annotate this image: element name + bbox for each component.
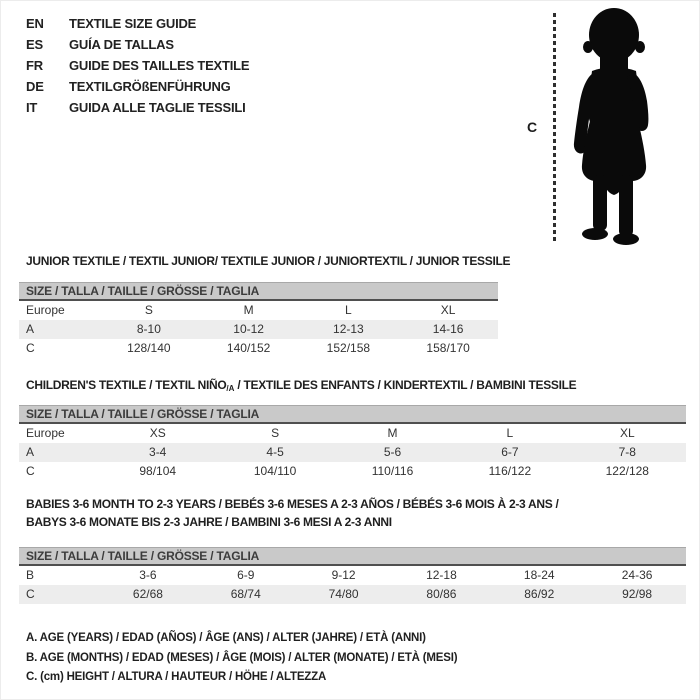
row-label: Europe bbox=[26, 303, 65, 317]
babies-size-table bbox=[19, 547, 686, 604]
height-cell: 110/116 bbox=[371, 464, 414, 478]
language-title: GUIDE DES TAILLES TEXTILE bbox=[69, 58, 250, 73]
language-code: DE bbox=[26, 79, 44, 94]
size-cell: L bbox=[345, 303, 352, 317]
section-title-junior: JUNIOR TEXTILE / TEXTIL JUNIOR/ TEXTILE JUNIOR / JUNIORTEXTIL / JUNIOR TESSILE bbox=[26, 254, 511, 268]
age-cell: 12-18 bbox=[426, 568, 457, 582]
height-measure-label: C bbox=[527, 119, 538, 135]
language-code: IT bbox=[26, 100, 38, 115]
table-row bbox=[19, 301, 498, 320]
language-code: FR bbox=[26, 58, 43, 73]
row-label: Europe bbox=[26, 426, 65, 440]
age-cell: 3-4 bbox=[149, 445, 167, 459]
age-cell: 6-7 bbox=[501, 445, 519, 459]
height-cell: 80/86 bbox=[426, 587, 457, 601]
section-title-text: / TEXTILE DES ENFANTS / KINDERTEXTIL / BAMBINI TESSILE bbox=[234, 378, 577, 392]
height-cell: 140/152 bbox=[226, 341, 271, 355]
language-code: EN bbox=[26, 16, 44, 31]
section-title-line: BABIES 3-6 MONTH TO 2-3 YEARS / BEBÉS 3-6 MESES A 2-3 AÑOS / BÉBÉS 3-6 MOIS À 2-3 ANS / bbox=[26, 497, 559, 511]
age-cell: 12-13 bbox=[333, 322, 364, 336]
footnotes bbox=[26, 629, 457, 688]
age-cell: 14-16 bbox=[432, 322, 464, 336]
row-label: B bbox=[26, 568, 35, 582]
language-list bbox=[26, 13, 249, 118]
row-label: C bbox=[26, 341, 35, 355]
language-title: TEXTILGRÖßENFÜHRUNG bbox=[69, 79, 231, 94]
age-cell: 4-5 bbox=[266, 445, 284, 459]
age-cell: 10-12 bbox=[233, 322, 264, 336]
language-title: TEXTILE SIZE GUIDE bbox=[69, 16, 197, 31]
height-cell: 74/80 bbox=[328, 587, 359, 601]
language-title: GUIDA ALLE TAGLIE TESSILI bbox=[69, 100, 246, 115]
age-cell: 8-10 bbox=[136, 322, 161, 336]
age-cell: 18-24 bbox=[523, 568, 555, 582]
table-row bbox=[19, 339, 498, 358]
section-title-subscript: /A bbox=[226, 384, 235, 393]
age-cell: 3-6 bbox=[139, 568, 157, 582]
age-cell: 5-6 bbox=[383, 445, 402, 459]
size-cell: XS bbox=[149, 426, 166, 440]
size-cell: XL bbox=[619, 426, 635, 440]
size-header-bar: SIZE / TALLA / TAILLE / GRÖSSE / TAGLIA bbox=[19, 282, 498, 301]
language-title: GUÍA DE TALLAS bbox=[69, 37, 174, 52]
row-label: C bbox=[26, 464, 35, 478]
height-cell: 68/74 bbox=[230, 587, 261, 601]
age-cell: 9-12 bbox=[331, 568, 356, 582]
height-cell: 152/158 bbox=[326, 341, 371, 355]
age-cell: 6-9 bbox=[237, 568, 255, 582]
age-cell: 24-36 bbox=[621, 568, 653, 582]
size-cell: M bbox=[387, 426, 398, 440]
children-size-table bbox=[19, 405, 686, 481]
height-cell: 92/98 bbox=[622, 587, 653, 601]
size-cell: S bbox=[144, 303, 153, 317]
junior-size-table bbox=[19, 282, 498, 358]
table-row bbox=[19, 443, 686, 462]
height-cell: 86/92 bbox=[524, 587, 555, 601]
footnote-a: A. AGE (YEARS) / EDAD (AÑOS) / ÂGE (ANS) / ALTER (JAHRE) / ETÀ (ANNI) bbox=[26, 632, 426, 644]
table-row bbox=[19, 566, 686, 585]
size-cell: XL bbox=[440, 303, 456, 317]
size-header-bar: SIZE / TALLA / TAILLE / GRÖSSE / TAGLIA bbox=[19, 405, 686, 424]
height-cell: 104/110 bbox=[253, 464, 297, 478]
section-title-babies bbox=[26, 495, 558, 531]
table-row bbox=[19, 424, 686, 443]
footnote-b: B. AGE (MONTHS) / EDAD (MESES) / ÂGE (MOIS) / ALTER (MONATE) / ETÀ (MESI) bbox=[26, 651, 458, 664]
section-title-children bbox=[26, 376, 576, 398]
section-title-text: CHILDREN'S TEXTILE / TEXTIL NIÑO bbox=[26, 378, 227, 392]
table-row bbox=[19, 462, 686, 481]
size-cell: L bbox=[506, 426, 514, 440]
size-cell: S bbox=[271, 426, 280, 440]
table-row bbox=[19, 320, 498, 339]
height-cell: 122/128 bbox=[605, 464, 649, 478]
height-cell: 116/122 bbox=[488, 464, 532, 478]
row-label: C bbox=[26, 587, 35, 601]
height-dashed-line bbox=[553, 13, 556, 243]
table-row bbox=[19, 585, 686, 604]
size-cell: M bbox=[243, 303, 254, 317]
height-cell: 128/140 bbox=[127, 341, 171, 355]
row-label: A bbox=[26, 322, 35, 336]
height-cell: 98/104 bbox=[139, 464, 177, 478]
size-header-bar: SIZE / TALLA / TAILLE / GRÖSSE / TAGLIA bbox=[19, 547, 686, 566]
row-label: A bbox=[26, 445, 35, 459]
language-code: ES bbox=[26, 37, 43, 52]
section-title-line: BABYS 3-6 MONATE BIS 2-3 JAHRE / BAMBINI 3-6 MESI A 2-3 ANNI bbox=[26, 515, 392, 529]
footnote-c: C. (cm) HEIGHT / ALTURA / HAUTEUR / HÖHE / ALTEZZA bbox=[26, 671, 327, 683]
height-cell: 62/68 bbox=[132, 587, 163, 601]
age-cell: 7-8 bbox=[618, 445, 636, 459]
height-cell: 158/170 bbox=[426, 341, 470, 355]
toddler-silhouette-icon bbox=[562, 7, 666, 247]
